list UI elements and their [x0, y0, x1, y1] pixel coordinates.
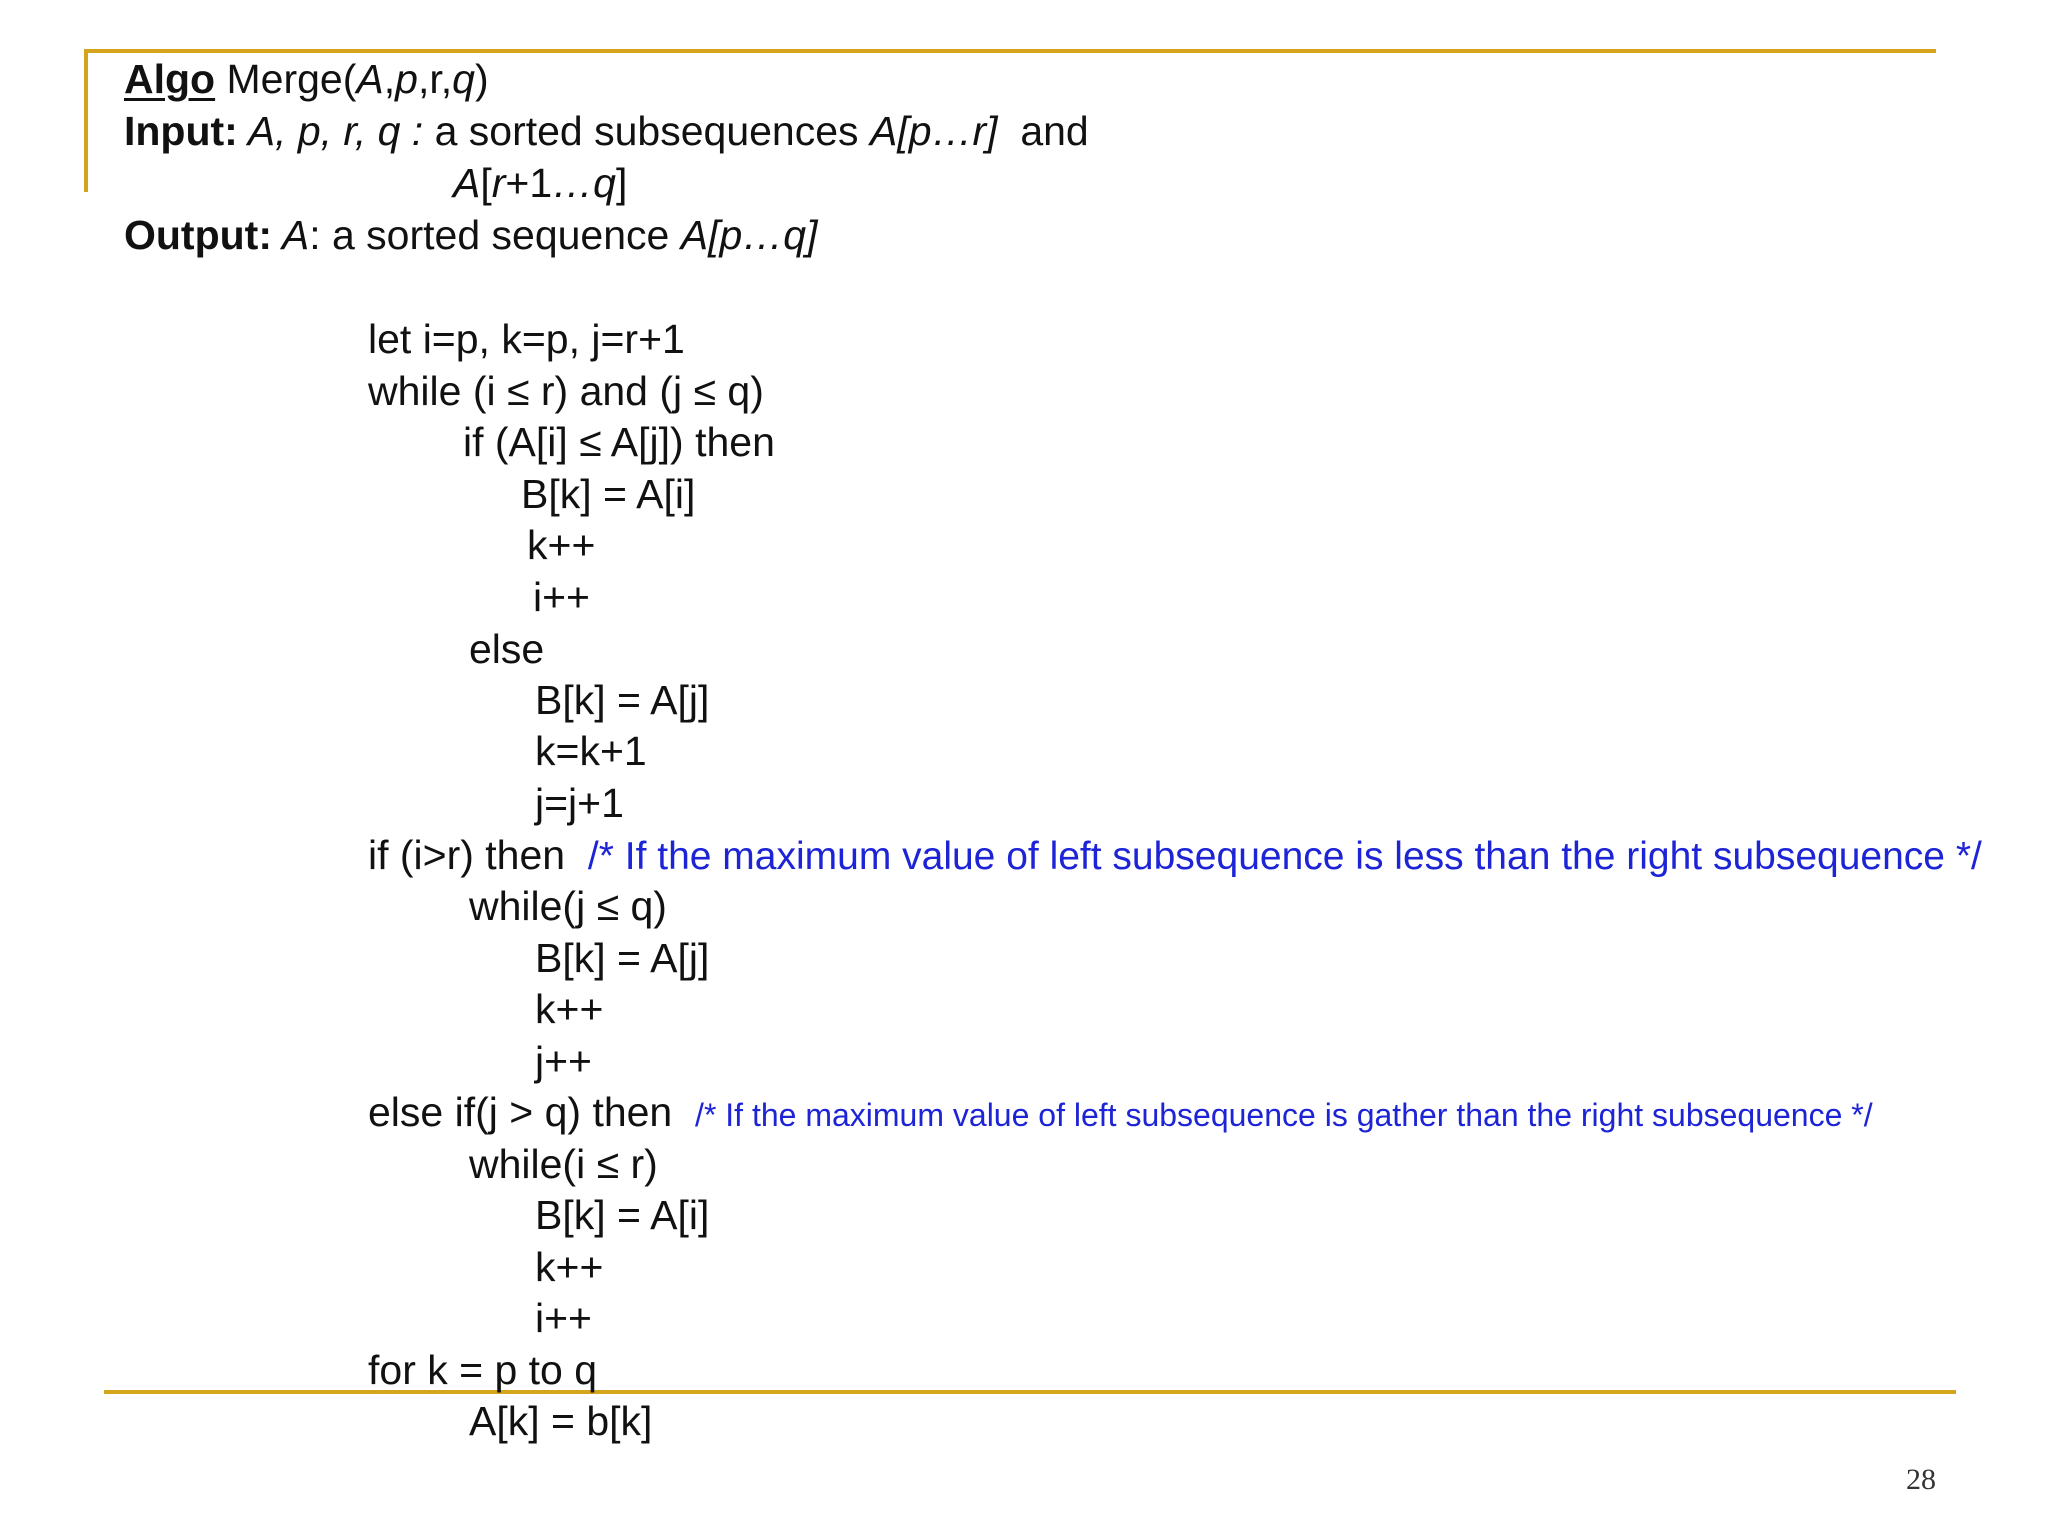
output-label: Output:	[124, 212, 272, 258]
algo-sig-comma: ,	[383, 56, 396, 102]
code-line: j++	[535, 1038, 592, 1084]
algo-sig-p: p	[395, 56, 418, 102]
code-line-else-if-right-exhausted	[368, 1087, 1873, 1140]
input-second-seq	[453, 158, 627, 208]
code-line: B[k] = A[i]	[521, 471, 696, 517]
input-desc: a sorted subsequences	[423, 108, 870, 154]
input-seq1-range: [p…r]	[897, 108, 998, 154]
algo-sig-q: q	[452, 56, 475, 102]
input-seq2-q: …q	[552, 160, 616, 206]
code-line: while (i ≤ r) and (j ≤ q)	[368, 368, 764, 414]
algo-signature-prefix: Merge(	[215, 56, 357, 102]
input-seq1-a: A	[869, 108, 898, 154]
output-line	[124, 210, 817, 260]
code-line: else	[469, 626, 545, 672]
input-params: A, p, r, q :	[237, 108, 424, 154]
left-rule	[84, 49, 88, 192]
input-seq2-plus: +1	[505, 160, 553, 206]
code-line: B[k] = A[j]	[535, 677, 710, 723]
input-label: Input:	[124, 108, 238, 154]
code-line: while(i ≤ r)	[469, 1141, 658, 1187]
page-number: 28	[1906, 1463, 1936, 1496]
code-line: B[k] = A[j]	[535, 935, 710, 981]
algo-keyword: Algo	[124, 56, 216, 102]
output-desc: : a sorted sequence	[309, 212, 681, 258]
code-line-if-left-exhausted	[368, 830, 1982, 882]
code-text: if (i>r) then	[368, 832, 566, 878]
code-line: k++	[535, 986, 604, 1032]
algo-sig-close: )	[474, 56, 489, 102]
code-line: while(j ≤ q)	[469, 883, 667, 929]
code-comment: /* If the maximum value of left subsequence is less than the right subsequence */	[587, 835, 1982, 878]
code-line: let i=p, k=p, j=r+1	[368, 316, 685, 362]
algo-sig-a: A	[356, 56, 384, 102]
code-line: i++	[535, 1295, 592, 1341]
code-line: if (A[i] ≤ A[j]) then	[463, 419, 775, 465]
algo-sig-mid: ,r,	[417, 56, 453, 102]
code-line: A[k] = b[k]	[469, 1398, 653, 1444]
code-line: k=k+1	[535, 728, 647, 774]
code-comment: /* If the maximum value of left subsequence is gather than the right subsequence */	[695, 1097, 1873, 1133]
code-line: k++	[535, 1244, 604, 1290]
output-seq-a: A	[680, 212, 709, 258]
input-and: and	[997, 108, 1089, 154]
output-a: A	[271, 212, 310, 258]
output-seq-range: [p…q]	[708, 212, 818, 258]
code-line: j=j+1	[535, 780, 624, 826]
code-line: for k = p to q	[368, 1347, 598, 1393]
input-seq2-a: A	[453, 160, 481, 206]
code-line: k++	[527, 522, 596, 568]
code-line: i++	[533, 574, 590, 620]
input-seq2-open: [	[480, 160, 492, 206]
top-rule	[84, 49, 1936, 53]
code-line: B[k] = A[i]	[535, 1192, 710, 1238]
input-seq2-r: r	[491, 160, 506, 206]
algo-heading	[124, 54, 489, 104]
input-seq2-close: ]	[615, 160, 628, 206]
code-text: else if(j > q) then	[368, 1089, 673, 1135]
input-line	[124, 106, 1089, 156]
